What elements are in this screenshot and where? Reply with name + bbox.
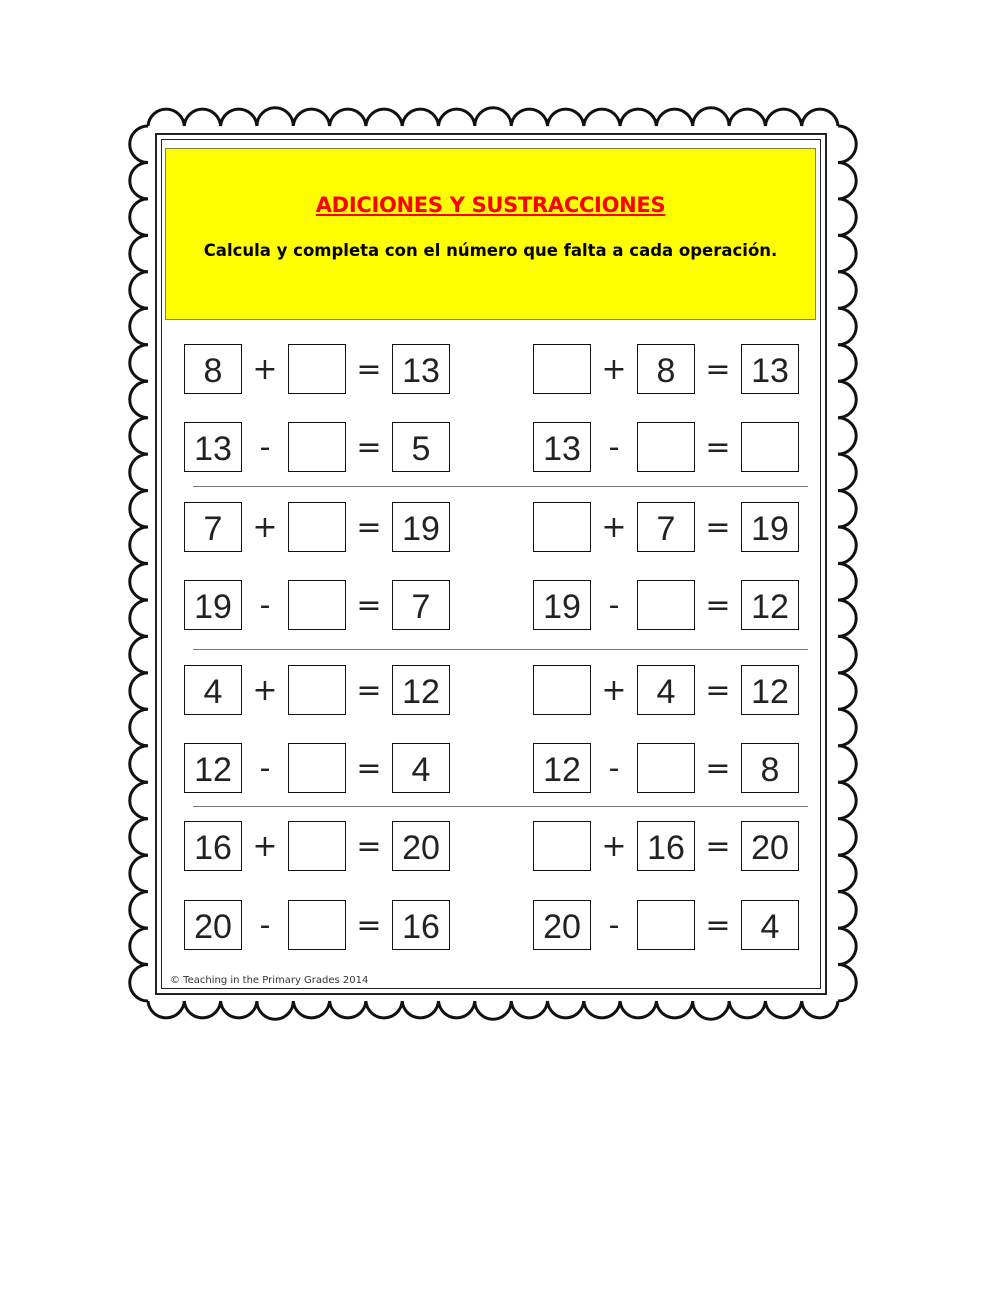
- number-box: 12: [184, 743, 242, 793]
- equals-sign: =: [356, 750, 382, 786]
- equals-sign: =: [705, 509, 731, 545]
- plus-sign: +: [252, 672, 278, 708]
- result-box: 19: [392, 502, 450, 552]
- answer-box[interactable]: [288, 665, 346, 715]
- equation: [533, 420, 799, 474]
- equals-sign: =: [356, 907, 382, 943]
- number-box: 4: [637, 665, 695, 715]
- number-box: 12: [533, 743, 591, 793]
- equals-sign: =: [356, 429, 382, 465]
- minus-sign: -: [608, 907, 620, 943]
- number-box: 7: [184, 502, 242, 552]
- answer-box[interactable]: [741, 422, 799, 472]
- equals-sign: =: [705, 750, 731, 786]
- answer-box[interactable]: [288, 900, 346, 950]
- plus-sign: +: [601, 509, 627, 545]
- minus-sign: -: [259, 587, 271, 623]
- result-box: 5: [392, 422, 450, 472]
- equation: [533, 578, 799, 632]
- answer-box[interactable]: [288, 422, 346, 472]
- equals-sign: =: [705, 587, 731, 623]
- plus-sign: +: [601, 351, 627, 387]
- answer-box[interactable]: [288, 743, 346, 793]
- group-divider: [193, 806, 808, 807]
- result-box: 12: [741, 580, 799, 630]
- result-box: 19: [741, 502, 799, 552]
- group-divider: [193, 486, 808, 487]
- number-box: 20: [533, 900, 591, 950]
- answer-box[interactable]: [288, 502, 346, 552]
- equals-sign: =: [705, 429, 731, 465]
- result-box: 4: [741, 900, 799, 950]
- equals-sign: =: [356, 828, 382, 864]
- answer-box[interactable]: [533, 821, 591, 871]
- plus-sign: +: [252, 351, 278, 387]
- number-box: 19: [184, 580, 242, 630]
- worksheet-instructions: Calcula y completa con el número que falta a cada operación.: [203, 241, 778, 260]
- copyright-note: © Teaching in the Primary Grades 2014: [170, 975, 369, 986]
- minus-sign: -: [608, 750, 620, 786]
- number-box: 4: [184, 665, 242, 715]
- plus-sign: +: [601, 672, 627, 708]
- plus-sign: +: [601, 828, 627, 864]
- equals-sign: =: [705, 672, 731, 708]
- number-box: 7: [637, 502, 695, 552]
- minus-sign: -: [259, 907, 271, 943]
- equals-sign: =: [356, 351, 382, 387]
- equation: [533, 819, 799, 873]
- answer-box[interactable]: [288, 344, 346, 394]
- equation: [184, 819, 450, 873]
- number-box: 13: [533, 422, 591, 472]
- answer-box[interactable]: [637, 422, 695, 472]
- result-box: 16: [392, 900, 450, 950]
- equation: [184, 342, 450, 396]
- equation: [184, 663, 450, 717]
- result-box: 13: [741, 344, 799, 394]
- number-box: 16: [184, 821, 242, 871]
- minus-sign: -: [259, 429, 271, 465]
- answer-box[interactable]: [637, 743, 695, 793]
- answer-box[interactable]: [288, 580, 346, 630]
- number-box: 19: [533, 580, 591, 630]
- equation: [533, 741, 799, 795]
- equals-sign: =: [356, 672, 382, 708]
- plus-sign: +: [252, 509, 278, 545]
- number-box: 8: [637, 344, 695, 394]
- equation: [184, 500, 450, 554]
- result-box: 12: [741, 665, 799, 715]
- plus-sign: +: [252, 828, 278, 864]
- equals-sign: =: [705, 351, 731, 387]
- number-box: 8: [184, 344, 242, 394]
- equals-sign: =: [705, 828, 731, 864]
- equation: [533, 663, 799, 717]
- result-box: 13: [392, 344, 450, 394]
- answer-box[interactable]: [533, 502, 591, 552]
- equation: [533, 898, 799, 952]
- header-banner: [165, 148, 816, 320]
- result-box: 20: [392, 821, 450, 871]
- equation: [184, 578, 450, 632]
- minus-sign: -: [608, 429, 620, 465]
- equation: [184, 420, 450, 474]
- result-box: 12: [392, 665, 450, 715]
- equals-sign: =: [356, 587, 382, 623]
- equation: [533, 500, 799, 554]
- worksheet-title: ADICIONES Y SUSTRACCIONES: [315, 193, 666, 217]
- result-box: 7: [392, 580, 450, 630]
- number-box: 13: [184, 422, 242, 472]
- result-box: 8: [741, 743, 799, 793]
- group-divider: [193, 649, 808, 650]
- number-box: 16: [637, 821, 695, 871]
- equals-sign: =: [356, 509, 382, 545]
- equation: [533, 342, 799, 396]
- answer-box[interactable]: [288, 821, 346, 871]
- minus-sign: -: [608, 587, 620, 623]
- minus-sign: -: [259, 750, 271, 786]
- answer-box[interactable]: [637, 900, 695, 950]
- equals-sign: =: [705, 907, 731, 943]
- number-box: 20: [184, 900, 242, 950]
- equation: [184, 898, 450, 952]
- answer-box[interactable]: [533, 344, 591, 394]
- answer-box[interactable]: [637, 580, 695, 630]
- result-box: 20: [741, 821, 799, 871]
- equation: [184, 741, 450, 795]
- answer-box[interactable]: [533, 665, 591, 715]
- result-box: 4: [392, 743, 450, 793]
